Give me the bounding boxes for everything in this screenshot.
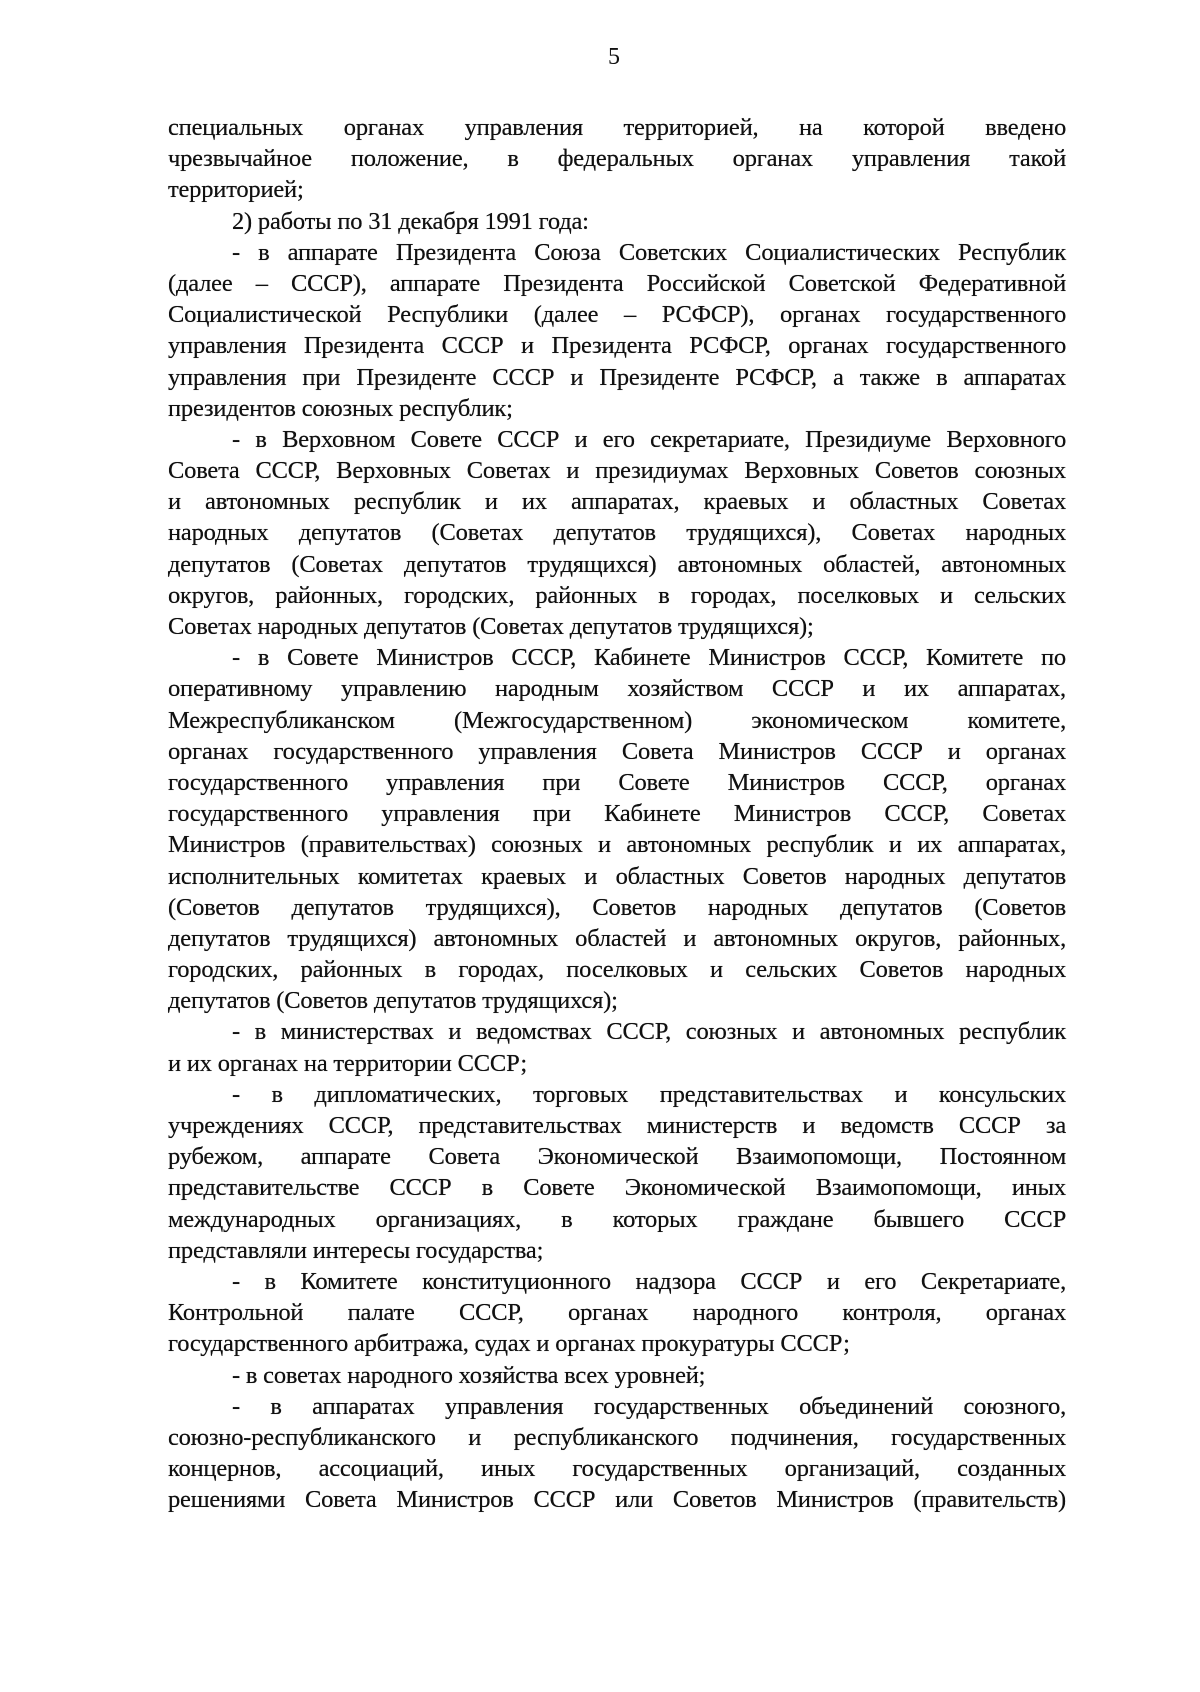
text-line: союзно-республиканского и республиканского подчинения, государственных	[168, 1423, 1066, 1451]
text-line: управления при Президенте СССР и Президенте РСФСР, а также в аппаратах	[168, 363, 1066, 391]
text-line: Социалистической Республики (далее – РСФСР), органах государственного	[168, 301, 1066, 329]
text-line: - в Комитете конституционного надзора СССР и его Секретариате,	[232, 1267, 1066, 1295]
text-line: и их органах на территории СССР;	[168, 1049, 528, 1077]
text-line: исполнительных комитетах краевых и областных Советов народных депутатов	[168, 862, 1066, 890]
text-line: депутатов (Советах депутатов трудящихся) автономных областей, автономных	[168, 550, 1066, 578]
paragraph	[168, 1016, 1066, 1078]
text-line: международных организациях, в которых граждане бывшего СССР	[168, 1205, 1066, 1233]
text-line: Советах народных депутатов (Советах депутатов трудящихся);	[168, 613, 814, 640]
text-line: территорией;	[168, 176, 304, 204]
text-line: государственного арбитража, судах и органах прокуратуры СССР;	[168, 1330, 850, 1358]
text-line: - в Верховном Совете СССР и его секретариате, Президиуме Верховного	[232, 425, 1066, 453]
text-line: концернов, ассоциаций, иных государственных организаций, созданных	[168, 1455, 1066, 1483]
document-body	[168, 112, 1066, 1515]
text-line: оперативному управлению народным хозяйством СССР и их аппаратах,	[168, 675, 1066, 703]
text-line: - в министерствах и ведомствах СССР, союзных и автономных республик	[232, 1018, 1066, 1046]
paragraph	[168, 1391, 1066, 1516]
text-line: Межреспубликанском (Межгосударственном) экономическом комитете,	[168, 706, 1066, 734]
text-line: округов, районных, городских, районных в городах, поселковых и сельских	[168, 581, 1066, 609]
page-number: 5	[608, 44, 620, 70]
text-line: - в дипломатических, торговых представительствах и консульских	[232, 1080, 1066, 1108]
text-line: Министров (правительствах) союзных и автономных республик и их аппаратах,	[168, 831, 1066, 859]
text-line: городских, районных в городах, поселковых и сельских Советов народных	[168, 956, 1066, 984]
text-line: (Советов депутатов трудящихся), Советов народных депутатов (Советов	[168, 893, 1066, 921]
text-line: учреждениях СССР, представительствах министерств и ведомств СССР за	[168, 1112, 1066, 1139]
paragraph	[168, 206, 1066, 237]
paragraph	[168, 237, 1066, 424]
text-line: государственного управления при Кабинете Министров СССР, Советах	[168, 800, 1066, 828]
text-line: депутатов трудящихся) автономных областей и автономных округов, районных,	[168, 924, 1066, 952]
paragraph	[168, 1360, 1066, 1391]
text-line: - в аппаратах управления государственных объединений союзного,	[232, 1392, 1066, 1420]
text-line: народных депутатов (Советах депутатов трудящихся), Советах народных	[168, 519, 1066, 547]
text-line: депутатов (Советов депутатов трудящихся);	[168, 987, 618, 1015]
text-line: (далее – СССР), аппарате Президента Российской Советской Федеративной	[168, 269, 1066, 297]
paragraph	[168, 112, 1066, 206]
text-line: государственного управления при Совете Министров СССР, органах	[168, 768, 1066, 796]
text-line: рубежом, аппарате Совета Экономической Взаимопомощи, Постоянном	[168, 1143, 1066, 1171]
text-line: представляли интересы государства;	[168, 1236, 544, 1264]
text-line: 2) работы по 31 декабря 1991 года:	[232, 207, 589, 235]
text-line: - в аппарате Президента Союза Советских Социалистических Республик	[232, 238, 1066, 266]
text-line: президентов союзных республик;	[168, 394, 513, 422]
text-line: - в советах народного хозяйства всех уровней;	[232, 1361, 706, 1389]
text-line: - в Совете Министров СССР, Кабинете Министров СССР, Комитете по	[232, 644, 1066, 672]
paragraph	[168, 1266, 1066, 1360]
paragraph	[168, 424, 1066, 642]
text-line: органах государственного управления Совета Министров СССР и органах	[168, 737, 1066, 765]
text-line: чрезвычайное положение, в федеральных органах управления такой	[168, 145, 1066, 173]
text-line: и автономных республик и их аппаратах, краевых и областных Советах	[168, 488, 1066, 516]
paragraph	[168, 1079, 1066, 1266]
text-line: решениями Совета Министров СССР или Советов Министров (правительств)	[168, 1486, 1066, 1514]
text-line: специальных органах управления территорией, на которой введено	[168, 114, 1066, 141]
text-line: представительстве СССР в Совете Экономической Взаимопомощи, иных	[168, 1174, 1066, 1202]
text-line: Совета СССР, Верховных Советах и президиумах Верховных Советов союзных	[168, 457, 1066, 485]
paragraph	[168, 642, 1066, 1016]
text-line: управления Президента СССР и Президента РСФСР, органах государственного	[168, 332, 1066, 360]
text-line: Контрольной палате СССР, органах народного контроля, органах	[168, 1299, 1066, 1327]
